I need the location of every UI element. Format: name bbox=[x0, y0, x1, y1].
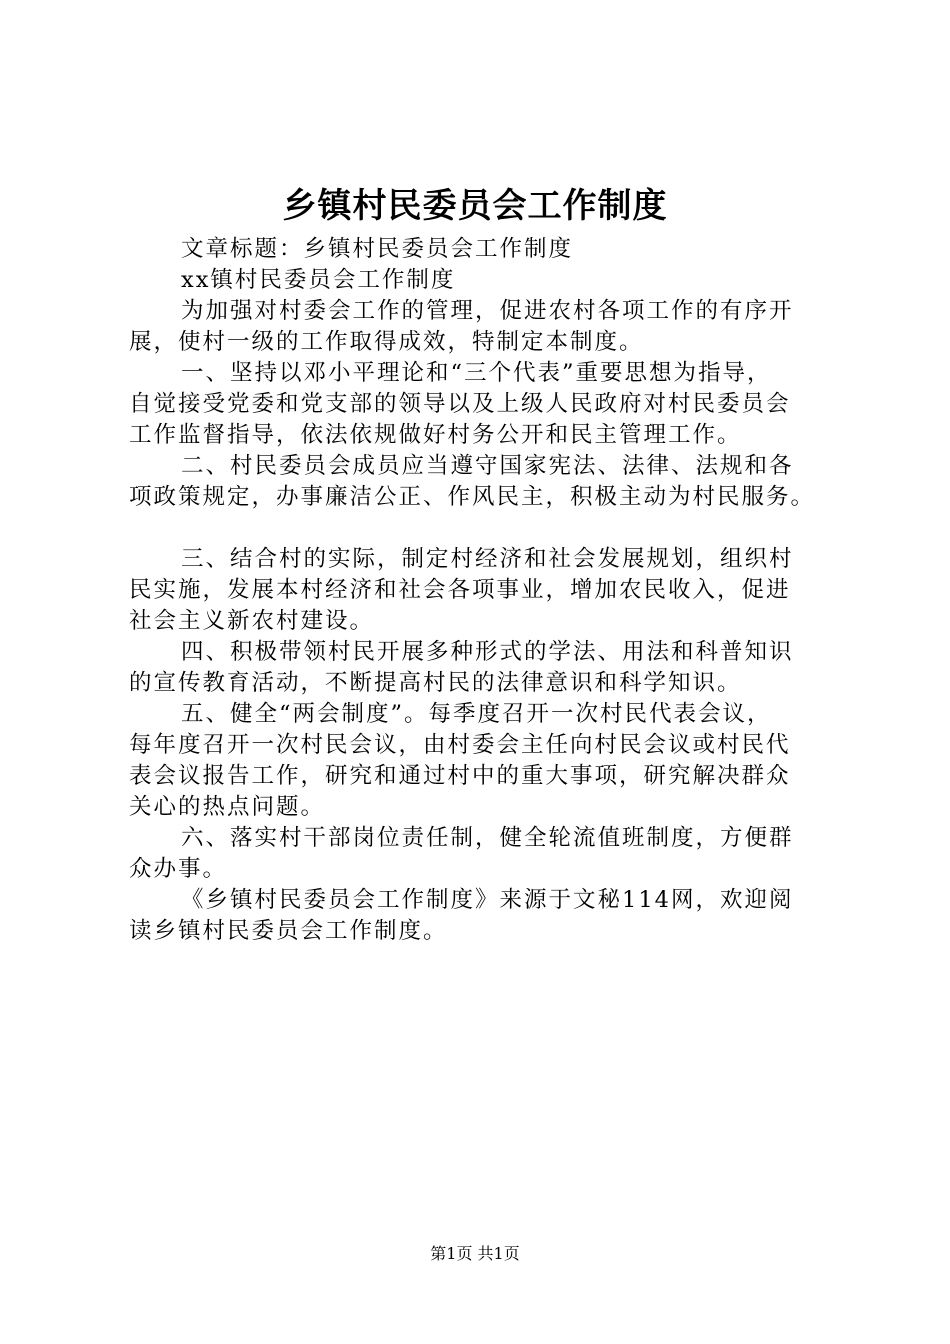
paragraph-item-3 bbox=[129, 544, 833, 637]
text-line: 社会主义新农村建设。 bbox=[129, 608, 375, 634]
text-line: 四、积极带领村民开展多种形式的学法、用法和科普知识 bbox=[181, 639, 794, 665]
text-line: 二、村民委员会成员应当遵守国家宪法、法律、法规和各 bbox=[181, 453, 794, 479]
text-line: 众办事。 bbox=[129, 856, 228, 882]
text-line: 自觉接受党委和党支部的领导以及上级人民政府对村民委员会 bbox=[129, 391, 791, 417]
text-line: 六、落实村干部岗位责任制，健全轮流值班制度，方便群 bbox=[181, 825, 794, 851]
text-line: 表会议报告工作，研究和通过村中的重大事项，研究解决群众 bbox=[129, 763, 791, 789]
paragraph-item-2 bbox=[129, 451, 833, 513]
paragraph-item-4 bbox=[129, 637, 833, 699]
paragraph-intro bbox=[129, 296, 833, 358]
paragraph-article-title bbox=[129, 234, 833, 265]
text-line: 展，使村一级的工作取得成效，特制定本制度。 bbox=[129, 329, 644, 355]
text-line: 五、健全“两会制度”。每季度召开一次村民代表会议， bbox=[181, 701, 772, 727]
text-line: 的宣传教育活动，不断提高村民的法律意识和科学知识。 bbox=[129, 670, 742, 696]
text-line: 一、坚持以邓小平理论和“三个代表”重要思想为指导， bbox=[181, 360, 772, 386]
text-line: 民实施，发展本村经济和社会各项事业，增加农民收入，促进 bbox=[129, 577, 791, 603]
text-line: 读乡镇村民委员会工作制度。 bbox=[129, 918, 448, 944]
text-line: 每年度召开一次村民会议，由村委会主任向村民会议或村民代 bbox=[129, 732, 791, 758]
text-line: 文章标题：乡镇村民委员会工作制度 bbox=[181, 236, 574, 262]
document-body bbox=[129, 234, 833, 947]
page-footer: 第1页 共1页 bbox=[430, 1244, 520, 1263]
paragraph-item-1 bbox=[129, 358, 833, 451]
paragraph-item-6 bbox=[129, 823, 833, 885]
text-line: 关心的热点问题。 bbox=[129, 794, 326, 820]
paragraph-subtitle bbox=[129, 265, 833, 296]
paragraph-source-note bbox=[129, 885, 833, 947]
paragraph-item-5 bbox=[129, 699, 833, 823]
text-line: 项政策规定，办事廉洁公正、作风民主，积极主动为村民服务。 bbox=[129, 484, 816, 510]
paragraph-gap bbox=[129, 513, 833, 544]
text-line: xx镇村民委员会工作制度 bbox=[181, 267, 456, 293]
text-line: 三、结合村的实际，制定村经济和社会发展规划，组织村 bbox=[181, 546, 794, 572]
text-line: 为加强对村委会工作的管理，促进农村各项工作的有序开 bbox=[181, 298, 794, 324]
text-line: 工作监督指导，依法依规做好村务公开和民主管理工作。 bbox=[129, 422, 742, 448]
text-line: 《乡镇村民委员会工作制度》来源于文秘114网，欢迎阅 bbox=[181, 887, 794, 913]
document-title: 乡镇村民委员会工作制度 bbox=[282, 186, 668, 226]
